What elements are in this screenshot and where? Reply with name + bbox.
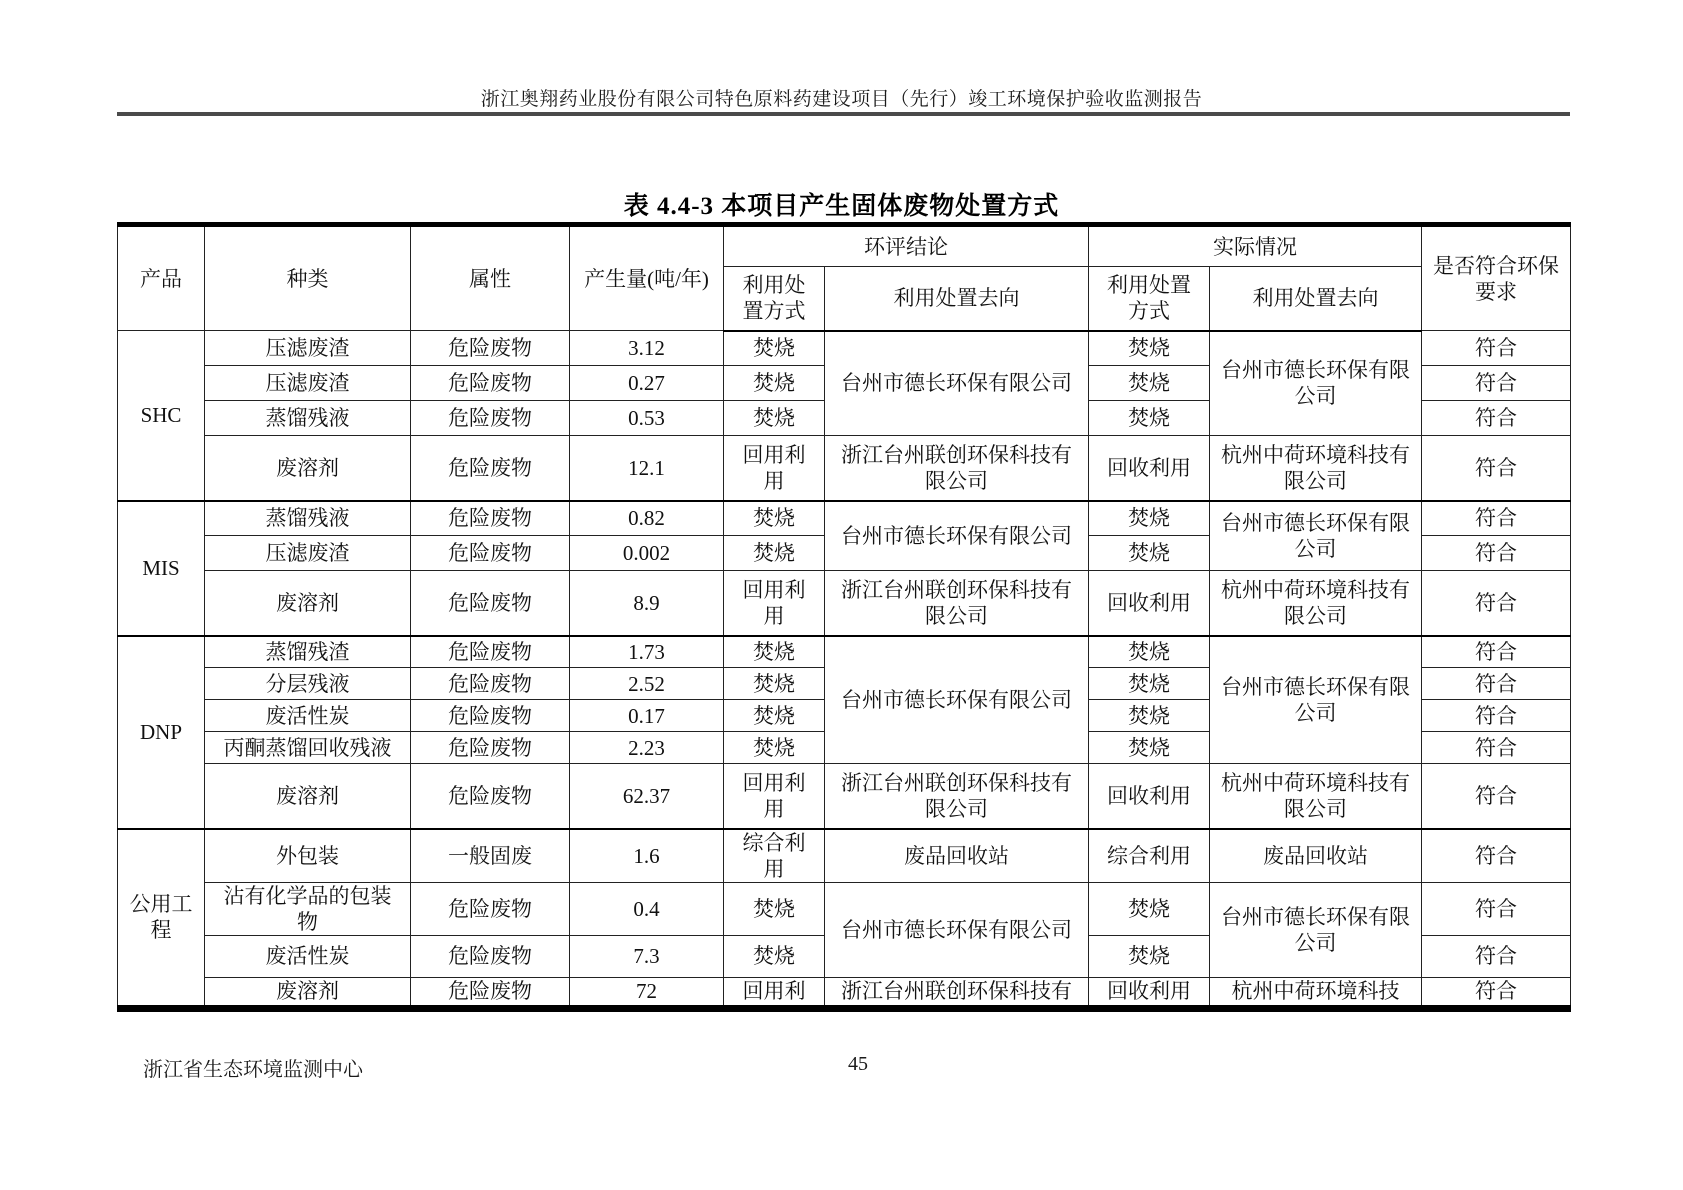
cell-eia-destination: 废品回收站	[825, 829, 1089, 883]
cell-attribute: 危险废物	[411, 668, 570, 700]
cell-kind: 废活性炭	[205, 935, 411, 977]
cell-amount: 3.12	[570, 331, 724, 366]
cell-attribute: 危险废物	[411, 501, 570, 536]
cell-kind: 蒸馏残渣	[205, 636, 411, 668]
cell-eia-method: 回用利用	[724, 436, 825, 501]
group-header-eia: 环评结论	[724, 225, 1089, 267]
cell-actual-method: 焚烧	[1089, 935, 1210, 977]
cell-attribute: 危险废物	[411, 764, 570, 829]
cell-eia-method: 回用利	[724, 977, 825, 1008]
cell-amount: 0.4	[570, 882, 724, 935]
cell-kind: 废活性炭	[205, 700, 411, 732]
cell-kind: 丙酮蒸馏回收残液	[205, 732, 411, 764]
cell-eia-destination: 台州市德长环保有限公司	[825, 636, 1089, 764]
cell-kind: 废溶剂	[205, 764, 411, 829]
cell-actual-method: 回收利用	[1089, 764, 1210, 829]
cell-eia-method: 焚烧	[724, 501, 825, 536]
cell-eia-method: 焚烧	[724, 700, 825, 732]
cell-kind: 废溶剂	[205, 436, 411, 501]
cell-eia-method: 焚烧	[724, 331, 825, 366]
cell-product: DNP	[118, 636, 205, 829]
cell-attribute: 一般固废	[411, 829, 570, 883]
cell-compliance: 符合	[1422, 366, 1571, 401]
cell-kind: 分层残液	[205, 668, 411, 700]
cell-amount: 2.23	[570, 732, 724, 764]
cell-kind: 蒸馏残液	[205, 501, 411, 536]
cell-actual-destination: 杭州中荷环境科技有限公司	[1210, 764, 1422, 829]
cell-kind: 压滤废渣	[205, 536, 411, 571]
table-row	[118, 331, 1571, 366]
cell-actual-method: 回收利用	[1089, 977, 1210, 1008]
col-header-eia-destination: 利用处置去向	[825, 267, 1089, 331]
cell-actual-method: 焚烧	[1089, 401, 1210, 436]
cell-actual-method: 焚烧	[1089, 501, 1210, 536]
cell-actual-method: 焚烧	[1089, 366, 1210, 401]
cell-compliance: 符合	[1422, 700, 1571, 732]
cell-attribute: 危险废物	[411, 571, 570, 636]
cell-amount: 62.37	[570, 764, 724, 829]
cell-eia-destination: 浙江台州联创环保科技有限公司	[825, 436, 1089, 501]
col-header-kind: 种类	[205, 225, 411, 331]
group-header-actual: 实际情况	[1089, 225, 1422, 267]
cell-kind: 沾有化学品的包装物	[205, 882, 411, 935]
cell-actual-method: 回收利用	[1089, 571, 1210, 636]
cell-attribute: 危险废物	[411, 366, 570, 401]
cell-attribute: 危险废物	[411, 700, 570, 732]
cell-compliance: 符合	[1422, 436, 1571, 501]
cell-eia-method: 焚烧	[724, 401, 825, 436]
cell-amount: 72	[570, 977, 724, 1008]
cell-amount: 0.002	[570, 536, 724, 571]
cell-compliance: 符合	[1422, 764, 1571, 829]
cell-compliance: 符合	[1422, 882, 1571, 935]
cell-actual-method: 焚烧	[1089, 636, 1210, 668]
cell-attribute: 危险废物	[411, 882, 570, 935]
cell-actual-method: 焚烧	[1089, 700, 1210, 732]
table-row	[118, 764, 1571, 829]
solid-waste-disposal-table	[117, 222, 1571, 1012]
table-row	[118, 571, 1571, 636]
cell-eia-destination: 浙江台州联创环保科技有	[825, 977, 1089, 1008]
cell-attribute: 危险废物	[411, 636, 570, 668]
cell-amount: 0.17	[570, 700, 724, 732]
cell-eia-method: 焚烧	[724, 536, 825, 571]
cell-product: MIS	[118, 501, 205, 636]
cell-actual-method: 焚烧	[1089, 882, 1210, 935]
cell-attribute: 危险废物	[411, 536, 570, 571]
cell-attribute: 危险废物	[411, 977, 570, 1008]
table-row	[118, 977, 1571, 1008]
cell-eia-destination: 台州市德长环保有限公司	[825, 882, 1089, 977]
cell-eia-method: 回用利用	[724, 764, 825, 829]
cell-amount: 0.27	[570, 366, 724, 401]
cell-actual-destination: 杭州中荷环境科技有限公司	[1210, 571, 1422, 636]
cell-kind: 压滤废渣	[205, 366, 411, 401]
col-header-actual-destination: 利用处置去向	[1210, 267, 1422, 331]
cell-compliance: 符合	[1422, 935, 1571, 977]
cell-attribute: 危险废物	[411, 331, 570, 366]
cell-compliance: 符合	[1422, 401, 1571, 436]
cell-compliance: 符合	[1422, 668, 1571, 700]
cell-amount: 7.3	[570, 935, 724, 977]
cell-eia-method: 焚烧	[724, 935, 825, 977]
cell-kind: 废溶剂	[205, 571, 411, 636]
table-row	[118, 501, 1571, 536]
cell-eia-destination: 台州市德长环保有限公司	[825, 331, 1089, 436]
cell-amount: 8.9	[570, 571, 724, 636]
col-header-eia-method: 利用处置方式	[724, 267, 825, 331]
table-row	[118, 882, 1571, 935]
cell-kind: 废溶剂	[205, 977, 411, 1008]
cell-actual-method: 焚烧	[1089, 331, 1210, 366]
cell-actual-method: 回收利用	[1089, 436, 1210, 501]
col-header-attribute: 属性	[411, 225, 570, 331]
cell-compliance: 符合	[1422, 829, 1571, 883]
header-divider	[117, 112, 1570, 116]
cell-eia-destination: 浙江台州联创环保科技有限公司	[825, 764, 1089, 829]
cell-compliance: 符合	[1422, 977, 1571, 1008]
cell-eia-method: 焚烧	[724, 668, 825, 700]
cell-actual-destination: 杭州中荷环境科技	[1210, 977, 1422, 1008]
table-row	[118, 636, 1571, 668]
cell-product: 公用工程	[118, 829, 205, 1009]
cell-actual-method: 焚烧	[1089, 536, 1210, 571]
cell-product: SHC	[118, 331, 205, 501]
cell-actual-method: 综合利用	[1089, 829, 1210, 883]
page-number: 45	[848, 1053, 868, 1075]
cell-compliance: 符合	[1422, 536, 1571, 571]
cell-actual-destination: 台州市德长环保有限公司	[1210, 636, 1422, 764]
cell-eia-method: 焚烧	[724, 882, 825, 935]
cell-amount: 0.53	[570, 401, 724, 436]
cell-eia-method: 综合利用	[724, 829, 825, 883]
cell-eia-method: 焚烧	[724, 636, 825, 668]
col-header-compliance: 是否符合环保要求	[1422, 225, 1571, 331]
cell-attribute: 危险废物	[411, 732, 570, 764]
cell-kind: 蒸馏残液	[205, 401, 411, 436]
cell-compliance: 符合	[1422, 732, 1571, 764]
cell-actual-method: 焚烧	[1089, 668, 1210, 700]
col-header-product: 产品	[118, 225, 205, 331]
cell-amount: 2.52	[570, 668, 724, 700]
cell-actual-destination: 台州市德长环保有限公司	[1210, 882, 1422, 977]
cell-actual-destination: 杭州中荷环境科技有限公司	[1210, 436, 1422, 501]
table-title: 表 4.4-3 本项目产生固体废物处置方式	[623, 193, 1060, 220]
cell-eia-destination: 浙江台州联创环保科技有限公司	[825, 571, 1089, 636]
cell-compliance: 符合	[1422, 331, 1571, 366]
cell-compliance: 符合	[1422, 501, 1571, 536]
cell-eia-destination: 台州市德长环保有限公司	[825, 501, 1089, 571]
table-row	[118, 829, 1571, 883]
cell-attribute: 危险废物	[411, 401, 570, 436]
footer-organization: 浙江省生态环境监测中心	[143, 1059, 363, 1081]
cell-amount: 0.82	[570, 501, 724, 536]
cell-kind: 压滤废渣	[205, 331, 411, 366]
cell-amount: 12.1	[570, 436, 724, 501]
table-row	[118, 436, 1571, 501]
col-header-amount: 产生量(吨/年)	[570, 225, 724, 331]
cell-amount: 1.6	[570, 829, 724, 883]
cell-attribute: 危险废物	[411, 436, 570, 501]
cell-actual-destination: 台州市德长环保有限公司	[1210, 331, 1422, 436]
cell-eia-method: 回用利用	[724, 571, 825, 636]
col-header-actual-method: 利用处置方式	[1089, 267, 1210, 331]
cell-eia-method: 焚烧	[724, 366, 825, 401]
cell-attribute: 危险废物	[411, 935, 570, 977]
cell-actual-destination: 台州市德长环保有限公司	[1210, 501, 1422, 571]
cell-compliance: 符合	[1422, 571, 1571, 636]
cell-kind: 外包装	[205, 829, 411, 883]
cell-compliance: 符合	[1422, 636, 1571, 668]
cell-actual-method: 焚烧	[1089, 732, 1210, 764]
cell-amount: 1.73	[570, 636, 724, 668]
report-running-header: 浙江奥翔药业股份有限公司特色原料药建设项目（先行）竣工环境保护验收监测报告	[480, 89, 1203, 110]
cell-eia-method: 焚烧	[724, 732, 825, 764]
cell-actual-destination: 废品回收站	[1210, 829, 1422, 883]
